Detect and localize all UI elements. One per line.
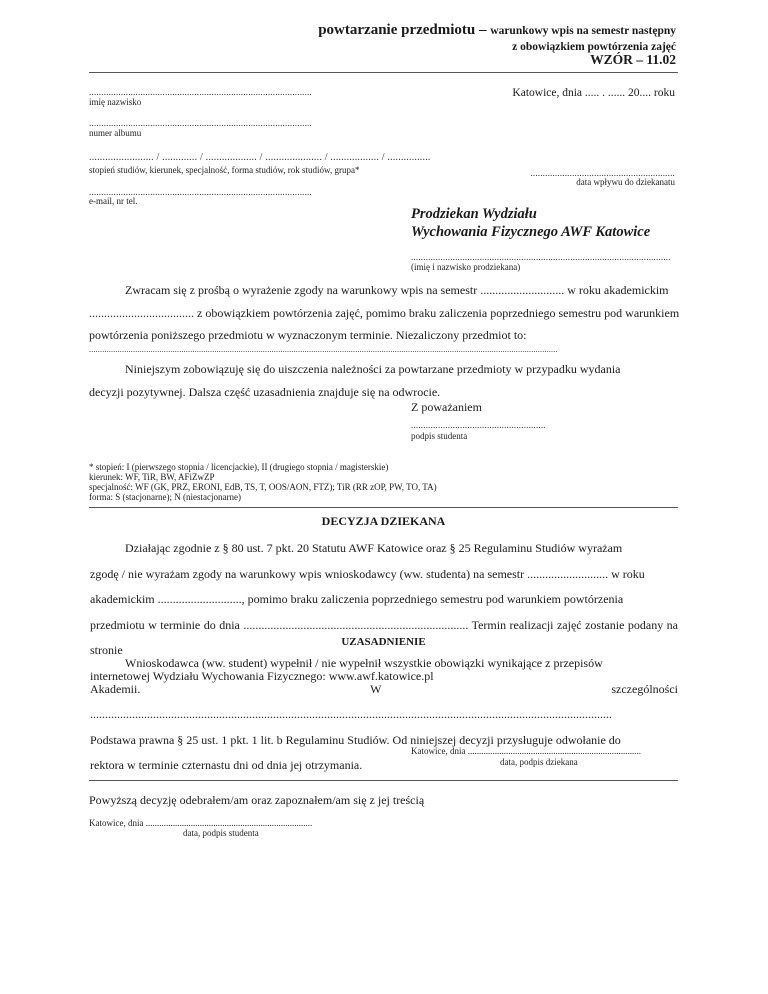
request-line-1: Zwracam się z prośbą o wyrażenie zgody na warunkowy wpis na semestr ............................ w roku akademickim	[125, 283, 669, 297]
footnote-degree: * stopień: I (pierwszego stopnia / licencjackie), II (drugiego stopnia / magisterskie)	[89, 462, 389, 472]
acknowledgement-label: data, podpis studenta	[183, 828, 259, 838]
justification-text	[90, 651, 678, 779]
student-signature-label: podpis studenta	[411, 431, 468, 441]
justification-line-2: Akademii. W szczególności ..............................................................................................................................................................................	[90, 681, 678, 721]
email-field[interactable]: ...........................................................................................	[89, 187, 312, 197]
name-label: imię nazwisko	[89, 97, 142, 107]
justification-line-1: Wnioskodawca (ww. student) wypełnił / nie wypełnił wszystkie obowiązki wynikające z przepisów	[125, 656, 603, 670]
acknowledgement-text: Powyższą decyzję odebrałem/am oraz zapoznałem/am się z jej treścią	[89, 793, 425, 807]
footnote-field: kierunek: WF, TiR, BW, AFiZwZP	[89, 472, 215, 482]
footnote-form: forma: S (stacjonarne); N (niestacjonarne)	[89, 492, 241, 502]
justification-title: UZASADNIENIE	[341, 636, 426, 648]
request-line-3: powtórzenia poniższego przedmiotu w wyznaczonym terminie. Niezaliczony przedmiot to:	[89, 328, 527, 342]
student-signature-field[interactable]: .......................................................	[411, 420, 546, 430]
footnote-specialty: specjalność: WF (GK, PRZ, ERONI, EdB, TS, T, OOS/AON, FTZ); TiR (RR zOP, PW, TO, TA)	[89, 482, 437, 492]
justification-line-4: rektora w terminie czternastu dni od dnia jej otrzymania.	[90, 758, 363, 772]
album-field[interactable]: ...........................................................................................	[89, 118, 312, 128]
section-rule	[89, 507, 678, 508]
addressee-line2: Wychowania Fizycznego AWF Katowice	[411, 224, 651, 240]
email-label: e-mail, nr tel.	[89, 196, 138, 206]
decision-line-2: zgodę / nie wyrażam zgody na warunkowy wpis wnioskodawcy (ww. studenta) na semestr ........................... w roku	[90, 566, 645, 581]
addressee-line1: Prodziekan Wydziału	[411, 206, 537, 222]
failed-subject-field[interactable]: .....................................................................................................................................................................................................................	[89, 345, 558, 354]
decision-line-1: Działając zgodnie z § 80 ust. 7 pkt. 20 Statutu AWF Katowice oraz § 25 Regulaminu Studiów wyrażam	[125, 541, 623, 555]
place-date[interactable]: Katowice, dnia ..... . ...... 20.... roku	[512, 87, 675, 99]
request-line-2: ................................... z obowiązkiem powtórzenia zajęć, pomimo braku zaliczenia poprzedniego semestru pod warunkiem	[89, 306, 680, 320]
form-code: WZÓR – 11.02	[590, 52, 676, 67]
request-line-6: decyzji pozytywnej. Dalsza część uzasadnienia znajduje się na odwrocie.	[89, 385, 441, 399]
decision-title: DECYZJA DZIEKANA	[321, 514, 446, 528]
decision-line-4: przedmiotu w terminie do dnia ........................................................................... Termin realizacji zajęć zostanie podany na stronie	[90, 617, 678, 657]
vice-dean-name-label: (imię i nazwisko prodziekana)	[411, 262, 521, 272]
header-rule	[89, 72, 678, 73]
acknowledgement-rule	[89, 780, 678, 781]
form-title: powtarzanie przedmiotu – warunkowy wpis na semestr następny	[318, 22, 676, 38]
receipt-field[interactable]: ...........................................................	[530, 168, 675, 178]
decision-line-3: akademickim ............................, pomimo braku zaliczenia poprzedniego semestru pod warunkiem powtórzenia	[90, 592, 624, 606]
dean-signature-field[interactable]: Katowice, dnia .............................................................................	[411, 746, 641, 756]
album-label: numer albumu	[89, 128, 142, 138]
regards: Z poważaniem	[411, 400, 482, 414]
form-subtitle: z obowiązkiem powtórzenia zajęć	[512, 41, 676, 53]
vice-dean-name-field[interactable]: ..........................................................................................................	[411, 252, 671, 262]
decision-line-5: internetowej Wydziału Wychowania Fizycznego: www.awf.katowice.pl	[90, 668, 434, 683]
name-field[interactable]: ...........................................................................................	[89, 87, 312, 97]
request-line-5: Niniejszym zobowiązuję się do uiszczenia należności za powtarzane przedmioty w przypadku wydania	[125, 362, 621, 376]
study-field[interactable]: ........................ / ............. / ................... / ..................... / .................. / ................	[89, 152, 431, 163]
justification-line-3: Podstawa prawna § 25 ust. 1 pkt. 1 lit. b Regulaminu Studiów. Od niniejszej decyzji przysługuje odwołanie do	[90, 732, 621, 747]
study-label: stopień studiów, kierunek, specjalność, forma studiów, rok studiów, grupa*	[89, 165, 360, 175]
dean-signature-label: data, podpis dziekana	[500, 757, 578, 767]
acknowledgement-date-field[interactable]: Katowice, dnia ..........................................................................	[89, 818, 313, 828]
receipt-label: data wpływu do dziekanatu	[576, 177, 675, 187]
